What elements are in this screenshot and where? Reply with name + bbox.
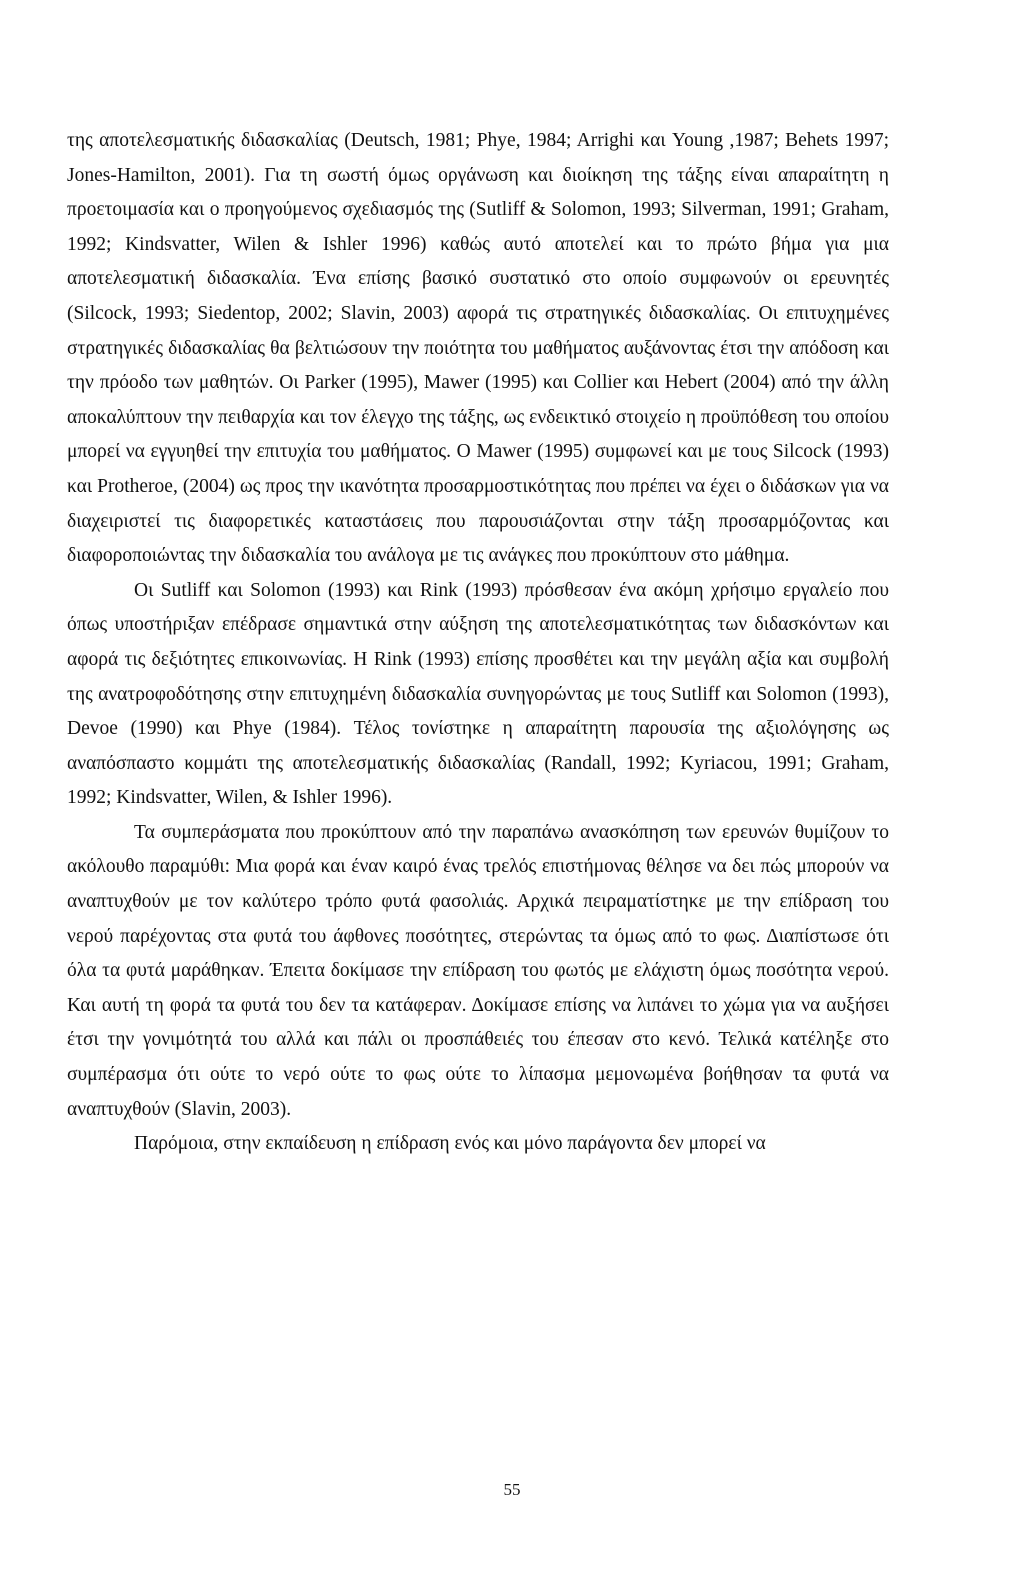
paragraph-4: Παρόμοια, στην εκπαίδευση η επίδραση ενός και μόνο παράγοντα δεν μπορεί να bbox=[134, 1133, 766, 1155]
paragraph-3: Τα συμπεράσματα που προκύπτουν από την παραπάνω ανασκόπηση των ερευνών θυμίζουν το ακόλουθο παραμύθι: Μια φορά και έναν καιρό ένας τρελός επιστήμονας θέλησε να δει πώς μπορούν να αναπτυχθούν με τον καλύτερο τρόπο φυτά φασολιάς. Αρχικά πειραματίστηκε με την επίδραση του νερού παρέχοντας στα φυτά του άφθονες ποσότητες, στερώντας τα όμως από το φως. Διαπίστωσε ότι όλα τα φυτά μαράθηκαν. Έπειτα δοκίμασε την επίδραση του φωτός με ελάχιστη όμως ποσότητα νερού. Και αυτή τη φορά τα φυτά του δεν τα κατάφεραν. Δοκίμασε επίσης να λιπάνει το χώμα για να αυξήσει έτσι την γονιμότητά του αλλά και πάλι οι προσπάθειές του έπεσαν στο κενό. Τελικά κατέληξε στο συμπέρασμα ότι ούτε το νερό ούτε το φως ούτε το λίπασμα μεμονωμένα βοήθησαν τα φυτά να αναπτυχθούν (Slavin, 2003). bbox=[67, 821, 889, 1120]
paragraph-2: Οι Sutliff και Solomon (1993) και Rink (1993) πρόσθεσαν ένα ακόμη χρήσιμο εργαλείο που όπως υποστήριξαν επέδρασε σημαντικά στην αύξηση της αποτελεσματικότητας των διδασκόντων και αφορά τις δεξιότητες επικοινωνίας. Η Rink (1993) επίσης προσθέτει και την μεγάλη αξία και συμβολή της ανατροφοδότησης στην επιτυχημένη διδασκαλία συνηγορώντας με τους Sutliff και Solomon (1993), Devoe (1990) και Phye (1984). Τέλος τονίστηκε η απαραίτητη παρουσία της αξιολόγησης ως αναπόσπαστο κομμάτι της αποτελεσματικής διδασκαλίας (Randall, 1992; Kyriacou, 1991; Graham, 1992; Kindsvatter, Wilen, & Ishler 1996). bbox=[67, 579, 889, 809]
paragraph-1: της αποτελεσματικής διδασκαλίας (Deutsch, 1981; Phye, 1984; Arrighi και Young ,1987; Behets 1997; Jones-Hamilton, 2001). Για τη σωστή όμως οργάνωση και διοίκηση της τάξης είναι απαραίτητη η προετοιμασία και ο προηγούμενος σχεδιασμός της (Sutliff & Solomon, 1993; Silverman, 1991; Graham, 1992; Kindsvatter, Wilen & Ishler 1996) καθώς αυτό αποτελεί και το πρώτο βήμα για μια αποτελεσματική διδασκαλία. Ένα επίσης βασικό συστατικό στο οποίο συμφωνούν οι ερευνητές (Silcock, 1993; Siedentop, 2002; Slavin, 2003) αφορά τις στρατηγικές διδασκαλίας. Οι επιτυχημένες στρατηγικές διδασκαλίας θα βελτιώσουν την ποιότητα του μαθήματος αυξάνοντας έτσι την απόδοση και την πρόοδο των μαθητών. Οι Parker (1995), Mawer (1995) και Collier και Hebert (2004) από την άλλη αποκαλύπτουν την πειθαρχία και τον έλεγχο της τάξης, ως ενδεικτικό στοιχείο η προϋπόθεση του οποίου μπορεί να εγγυηθεί την επιτυχία του μαθήματος. Ο Mawer (1995) συμφωνεί και με τους Silcock (1993) και Protheroe, (2004) ως προς την ικανότητα προσαρμοστικότητας που πρέπει να έχει ο διδάσκων για να διαχειριστεί τις διαφορετικές καταστάσεις που παρουσιάζονται στην τάξη προσαρμόζοντας και διαφοροποιώντας την διδασκαλία του ανάλογα με τις ανάγκες που προκύπτουν στο μάθημα. bbox=[67, 130, 889, 567]
page-number: 55 bbox=[503, 1480, 521, 1499]
document-body bbox=[67, 124, 889, 1162]
